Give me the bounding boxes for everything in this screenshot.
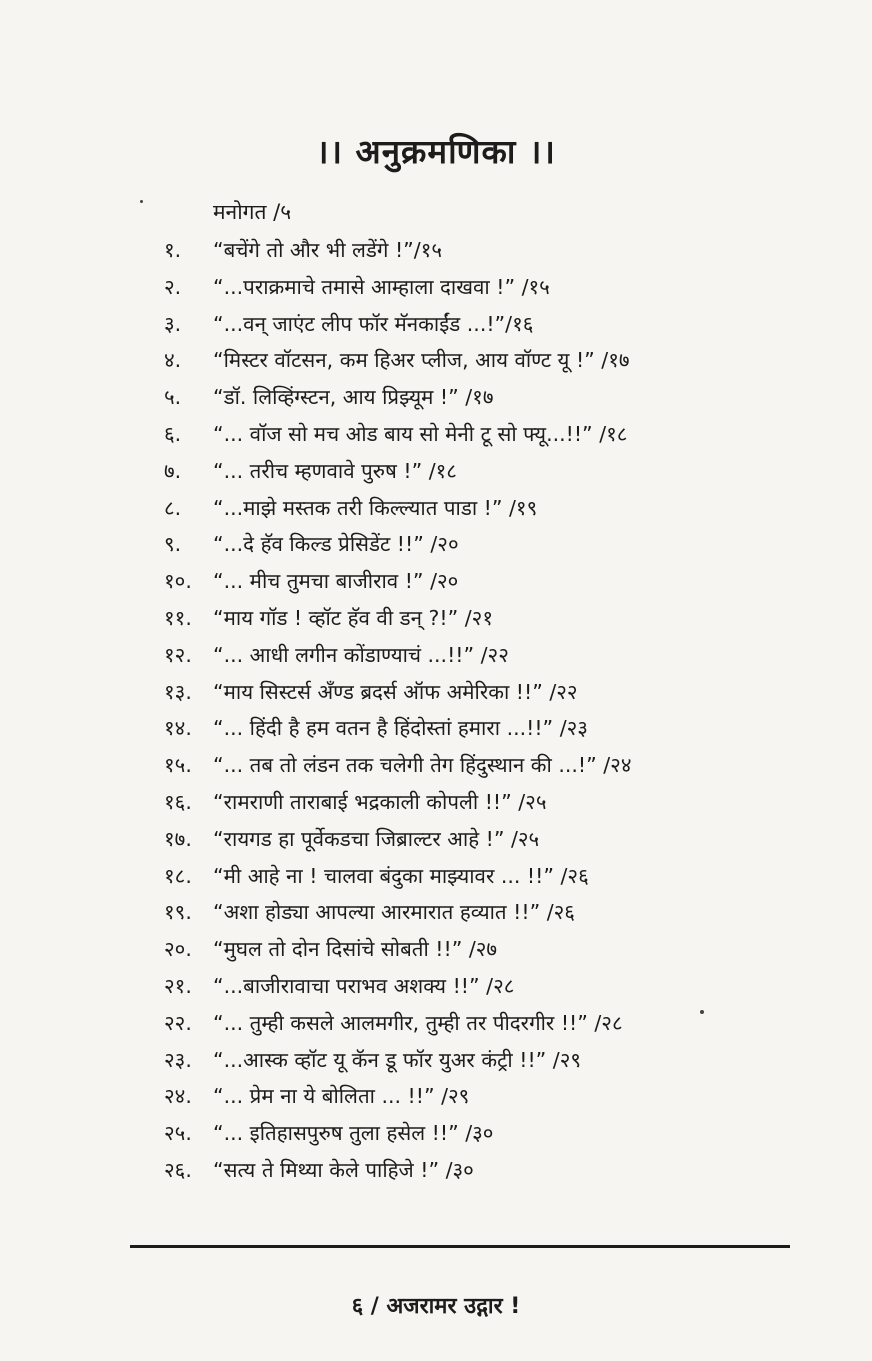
toc-entry-number: ९. xyxy=(164,532,182,557)
toc-entry-number: २. xyxy=(164,274,182,299)
toc-entry xyxy=(0,563,872,599)
page-title: ।। अनुक्रमणिका ।। xyxy=(316,132,556,171)
print-speck xyxy=(700,1010,704,1014)
toc-entry-number: ४. xyxy=(164,348,182,373)
toc-entry-number: २६. xyxy=(164,1158,192,1182)
toc-entry-text: “डॉ. लिव्हिंग्स्टन, आय प्रिझ्यूम !” /१७ xyxy=(213,385,494,410)
toc-entry-text: “...आस्क व्हॉट यू कॅन डू फॉर युअर कंट्री !!” /२९ xyxy=(213,1047,582,1072)
toc-entry-text: “माय गॉड ! व्हॉट हॅव वी डन् ?!” /२१ xyxy=(213,606,493,630)
toc-entry-text: “रामराणी ताराबाई भद्रकाली कोपली !!” /२५ xyxy=(213,790,547,814)
toc-entry-text: “मुघल तो दोन दिसांचे सोबती !!” /२७ xyxy=(213,937,498,962)
toc-entry xyxy=(0,747,872,783)
toc-entry-text: “रायगड हा पूर्वेकडचा जिब्राल्टर आहे !” /२५ xyxy=(213,826,540,851)
toc-entry-number: १४. xyxy=(164,716,192,741)
page-footer: ६ / अजरामर उद्गार ! xyxy=(351,1294,521,1319)
toc-entry xyxy=(0,821,872,857)
toc-entry-number: २३. xyxy=(164,1047,192,1072)
toc-entry-number: ६. xyxy=(164,422,182,446)
preface-entry: मनोगत /५ xyxy=(213,200,292,224)
print-speck xyxy=(140,200,143,203)
toc-entry-text: “...बाजीरावाचा पराभव अशक्य !!” /२८ xyxy=(213,974,515,998)
toc-entry-number: १३. xyxy=(164,679,192,704)
toc-entry xyxy=(0,931,872,967)
toc-entry-text: “... हिंदी है हम वतन है हिंदोस्तां हमारा ...!!” /२३ xyxy=(213,716,588,741)
toc-entry-number: १९. xyxy=(164,900,192,925)
toc-entry xyxy=(0,784,872,820)
toc-entry xyxy=(0,379,872,415)
toc-entry xyxy=(0,1042,872,1078)
toc-entry xyxy=(0,637,872,673)
toc-entry-number: २४. xyxy=(164,1084,192,1109)
toc-entry-number: ३. xyxy=(164,311,182,336)
toc-entry xyxy=(0,710,872,746)
toc-entry-text: “...पराक्रमाचे तमासे आम्हाला दाखवा !” /१५ xyxy=(213,274,550,299)
toc-entry xyxy=(0,306,872,342)
toc-entry xyxy=(0,894,872,930)
toc-entry-text: “... तुम्ही कसले आलमगीर, तुम्ही तर पीदरगीर !!” /२८ xyxy=(213,1010,623,1035)
toc-entry-number: १. xyxy=(164,238,182,262)
toc-entry xyxy=(0,600,872,636)
toc-entry-number: १२. xyxy=(164,642,192,667)
toc-entry-text: “... तरीच म्हणवावे पुरुष !” /१८ xyxy=(213,458,457,483)
toc-entry xyxy=(0,1078,872,1114)
toc-entry-text: “...माझे मस्तक तरी किल्ल्यात पाडा !” /१९ xyxy=(213,495,538,520)
toc-entry-number: २२. xyxy=(164,1010,192,1035)
toc-entry xyxy=(0,453,872,489)
toc-entry-text: “माय सिस्टर्स अँण्ड ब्रदर्स ऑफ अमेरिका !!” /२२ xyxy=(213,679,578,704)
toc-entry-text: “... तब तो लंडन तक चलेगी तेग हिंदुस्थान की ...!” /२४ xyxy=(213,753,632,778)
toc-entry xyxy=(0,1005,872,1041)
toc-entry-number: १५. xyxy=(164,753,192,778)
toc-entry xyxy=(0,490,872,526)
toc-entry-number: १०. xyxy=(164,569,192,594)
toc-entry xyxy=(0,858,872,894)
toc-entry-text: “अशा होड्या आपल्या आरमारात हव्यात !!” /२६ xyxy=(213,900,575,925)
toc-entry xyxy=(0,269,872,305)
toc-entry-number: १७. xyxy=(164,826,192,851)
toc-entry-number: ७. xyxy=(164,458,182,483)
toc-entry-number: १८. xyxy=(164,863,192,888)
toc-entry-text: “... आधी लगीन कोंडाण्याचं ...!!” /२२ xyxy=(213,642,509,667)
toc-entry-number: २५. xyxy=(164,1121,192,1146)
toc-entry-text: “मिस्टर वॉटसन, कम हिअर प्लीज, आय वॉण्ट यू !” /१७ xyxy=(213,348,630,373)
toc-entry-number: २१. xyxy=(164,974,192,998)
toc-entry-number: ११. xyxy=(164,606,192,630)
toc-entry-text: “बचेंगे तो और भी लडेंगे !”/१५ xyxy=(213,238,443,262)
toc-entry-text: “... मीच तुमचा बाजीराव !” /२० xyxy=(213,569,459,594)
toc-entry-text: “... प्रेम ना ये बोलिता ... !!” /२९ xyxy=(213,1084,470,1109)
toc-entry-text: “मी आहे ना ! चालवा बंदुका माझ्यावर ... !!” /२६ xyxy=(213,863,589,888)
footer-divider xyxy=(130,1245,790,1248)
toc-entry-text: “...दे हॅव किल्ड प्रेसिडेंट !!” /२० xyxy=(213,532,459,557)
toc-entry xyxy=(0,526,872,562)
toc-entry-number: १६. xyxy=(164,790,192,814)
toc-entry-text: “... इतिहासपुरुष तुला हसेल !!” /३० xyxy=(213,1121,494,1146)
toc-entry-number: ८. xyxy=(164,495,182,520)
toc-entry xyxy=(0,674,872,710)
toc-entry-text: “सत्य ते मिथ्या केले पाहिजे !” /३० xyxy=(213,1158,474,1182)
toc-entry xyxy=(0,1152,872,1188)
toc-entry-number: २०. xyxy=(164,937,192,962)
toc-entry xyxy=(0,232,872,268)
toc-entry-number: ५. xyxy=(164,385,182,410)
toc-entry xyxy=(0,416,872,452)
toc-entry xyxy=(0,968,872,1004)
toc-entry-text: “... वॉज सो मच ओड बाय सो मेनी टू सो फ्यू...!!” /१८ xyxy=(213,422,628,446)
toc-entry-text: “...वन् जाएंट लीप फॉर मॅनकाईंड ...!”/१६ xyxy=(213,311,534,336)
toc-entry xyxy=(0,342,872,378)
toc-entry xyxy=(0,1115,872,1151)
